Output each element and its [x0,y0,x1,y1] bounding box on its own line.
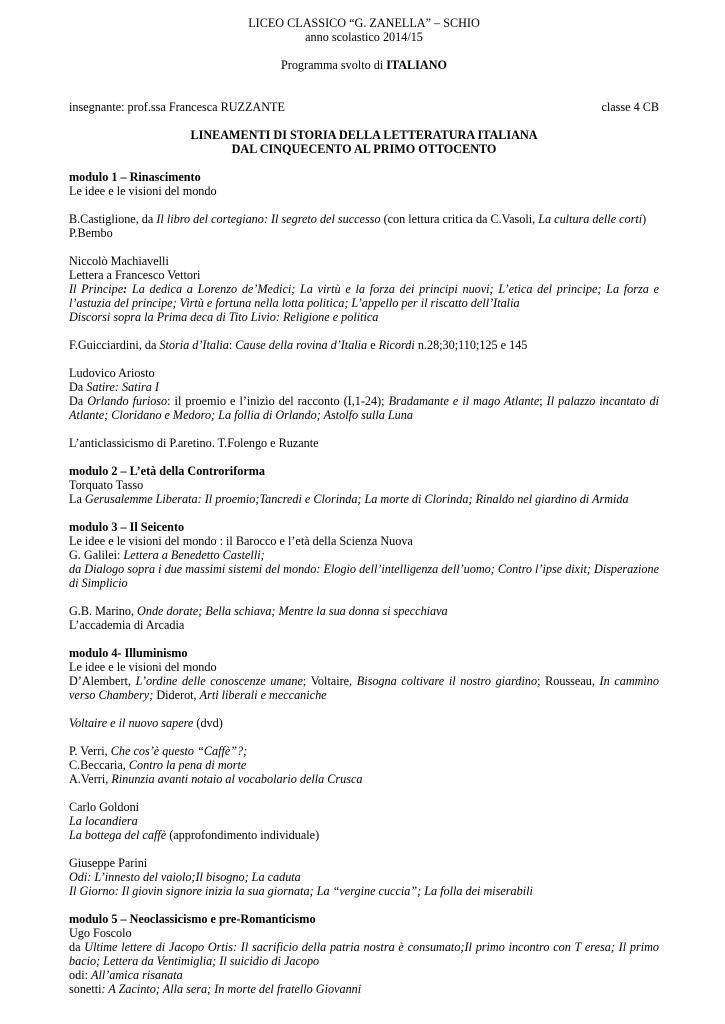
text-span: ) [642,212,647,226]
averri-line [69,772,659,786]
text-span: In cammino verso Chambery; [69,674,659,702]
text-span: Il Giorno [69,884,115,898]
gerusalemme-line [69,492,659,506]
text-span: : [228,338,236,352]
ariosto-line: Ludovico Ariosto [69,366,155,380]
text-span: F.Guicciardini, da [69,338,160,352]
school-name: LICEO CLASSICO “G. ZANELLA” – SCHIO [248,16,480,30]
text-span: : Il giovin signore inizia la sua giornata; La “vergine cuccia”; La folla dei miserabili [114,884,533,898]
galilei-line [69,548,659,562]
bottega-line [69,828,659,842]
arcadia-line: L’accademia di Arcadia [69,618,185,632]
dalembert-line [69,674,659,702]
class-label: classe 4 CB [601,100,659,114]
text-span: G.B. Marino, [69,604,138,618]
text-span: Da [69,380,87,394]
beccaria-line [69,758,659,772]
text-span: Contro la pena di morte [128,758,247,772]
text-span: Orlando furioso [87,394,168,408]
text-span: : il proemio e l’inizio del racconto (I,1-24); [167,394,389,408]
text-span: (dvd) [193,716,223,730]
pverri-line [69,744,659,758]
module-2-heading: modulo 2 – L’età della Controriforma [69,464,266,478]
text-span: ; [539,394,547,408]
text-span: ; Rousseau, [537,674,600,688]
text-span: Diderot, [153,688,200,702]
odi-foscolo-line [69,968,659,982]
text-span: La cultura delle corti [538,212,643,226]
text-span: (con lettura critica da C.Vasoli, [380,212,539,226]
sonetti-line [69,982,659,996]
text-span: Storia d’Italia [159,338,229,352]
text-span: La dedica a Lorenzo de’Medici; La virtù e la forza dei principi nuovi; L’etica del principe; La forza e l’astuzia del principe; Virtù e fortuna nella lotta politica; L’appello per il riscatto dell’Italia [69,282,659,310]
orlando-line [69,394,659,422]
anticlassicismo-line: L’anticlassicismo di P.aretino. T.Folengo e Ruzante [69,436,319,450]
text-span: e [367,338,379,352]
text-span: n.28;30;110;125 e 145 [414,338,528,352]
castiglione-line [69,212,659,226]
text-span: Il libro del cortegiano: Il segreto del successo [156,212,381,226]
text-span: P. Verri, [69,744,111,758]
foscolo-line: Ugo Foscolo [69,926,132,940]
voltaire-dvd-line [69,716,659,730]
text-span: Ultime lettere di Jacopo Ortis [84,940,233,954]
text-span: Voltaire e il nuovo sapere [69,716,194,730]
school-year: anno scolastico 2014/15 [305,30,423,44]
subject-name: ITALIANO [386,58,447,72]
teacher-class-row [69,100,659,114]
text-span: odi: [69,968,92,982]
text-span: ; Voltaire, [302,674,357,688]
text-span: Odi: [69,870,95,884]
m1-line: Le idee e le visioni del mondo [69,184,217,198]
bembo-line: P.Bembo [69,226,113,240]
document-page [69,16,659,996]
m3-line: Le idee e le visioni del mondo : il Barocco e l’età della Scienza Nuova [69,534,413,548]
text-span: Gerusalemme Liberata: Il proemio;Tancredi e Clorinda; La morte di Clorinda; Rinaldo nel giardino di Armida [84,492,629,506]
text-span: Il Principe [69,282,124,296]
text-span: Lettera a Benedetto Castelli; [123,548,265,562]
goldoni-line: Carlo Goldoni [69,800,140,814]
text-span: D’Alembert, [69,674,136,688]
text-span: Il palazzo incantato di Atlante; Cloridano e Medoro; La follia di Orlando; Astolfo sulla Luna [69,394,659,422]
tasso-line: Torquato Tasso [69,478,144,492]
giorno-line [69,884,659,898]
text-span: L’ordine delle conoscenze umane [135,674,303,688]
text-span: Bradamante e il mago Atlante [388,394,540,408]
text-span: La bottega del caffè [69,828,167,842]
principe-line [69,282,659,310]
machiavelli-line: Niccolò Machiavelli [69,254,169,268]
module-3-heading: modulo 3 – Il Seicento [69,520,185,534]
text-span: Ricordi [378,338,415,352]
text-span: : Il sacrificio della patria nostra è consumato;Il primo incontro con T eresa; Il primo bacio; Lettera da Ventimiglia; Il suicidio di Jacopo [69,940,659,968]
text-span: Bisogna coltivare il nostro giardino [356,674,538,688]
text-span: Arti liberali e meccaniche [199,688,327,702]
text-span: Rinunzia avanti notaio al vocabolario della Crusca [111,772,363,786]
ortis-line [69,940,659,968]
module-1-heading: modulo 1 – Rinascimento [69,170,201,184]
text-span: : [123,282,128,296]
odi-line [69,870,659,884]
parini-line: Giuseppe Parini [69,856,148,870]
text-span: : A Zacinto; Alla sera; In morte del fratello Giovanni [101,982,362,996]
text-span: G. Galilei: [69,548,124,562]
text-span: All’amica risanata [91,968,183,982]
module-4-heading: modulo 4- Illuminismo [69,646,188,660]
text-span: sonetti [69,982,102,996]
dialogo-line: da Dialogo sopra i due massimi sistemi del mondo: Elogio dell’intelligenza dell’uomo; Contro l’ipse dixit; Disperazione di Simplicio [69,562,659,590]
teacher: insegnante: prof.ssa Francesca RUZZANTE [69,100,285,114]
title-line-2: DAL CINQUECENTO AL PRIMO OTTOCENTO [231,142,497,156]
text-span: C.Beccaria, [69,758,129,772]
text-span: Che cos’è questo “Caffè”?; [110,744,248,758]
text-span: Cause della rovina d’Italia [235,338,368,352]
programma-line [69,58,659,72]
m4-line: Le idee e le visioni del mondo [69,660,217,674]
discorsi-line: Discorsi sopra la Prima deca di Tito Livio: Religione e politica [69,310,379,324]
title-line-1: LINEAMENTI DI STORIA DELLA LETTERATURA ITALIANA [190,128,538,142]
text-span: La [69,492,85,506]
text-span: Onde dorate; Bella schiava; Mentre la sua donna si specchiava [137,604,448,618]
module-5-heading: modulo 5 – Neoclassicismo e pre-Romanticismo [69,912,316,926]
marino-line [69,604,659,618]
locandiera-line: La locandiera [69,814,138,828]
guicciardini-line [69,338,659,352]
vettori-line: Lettera a Francesco Vettori [69,268,201,282]
text-span: Satire: Satira I [86,380,159,394]
text-span: L’innesto del vaiolo;Il bisogno; La caduta [94,870,301,884]
text-span: Da [69,394,88,408]
text-span: (approfondimento individuale) [166,828,320,842]
programma-prefix: Programma svolto di [280,58,387,72]
text-span: A.Verri, [69,772,112,786]
satire-line [69,380,659,394]
text-span: da [69,940,85,954]
text-span: B.Castiglione, da [69,212,157,226]
